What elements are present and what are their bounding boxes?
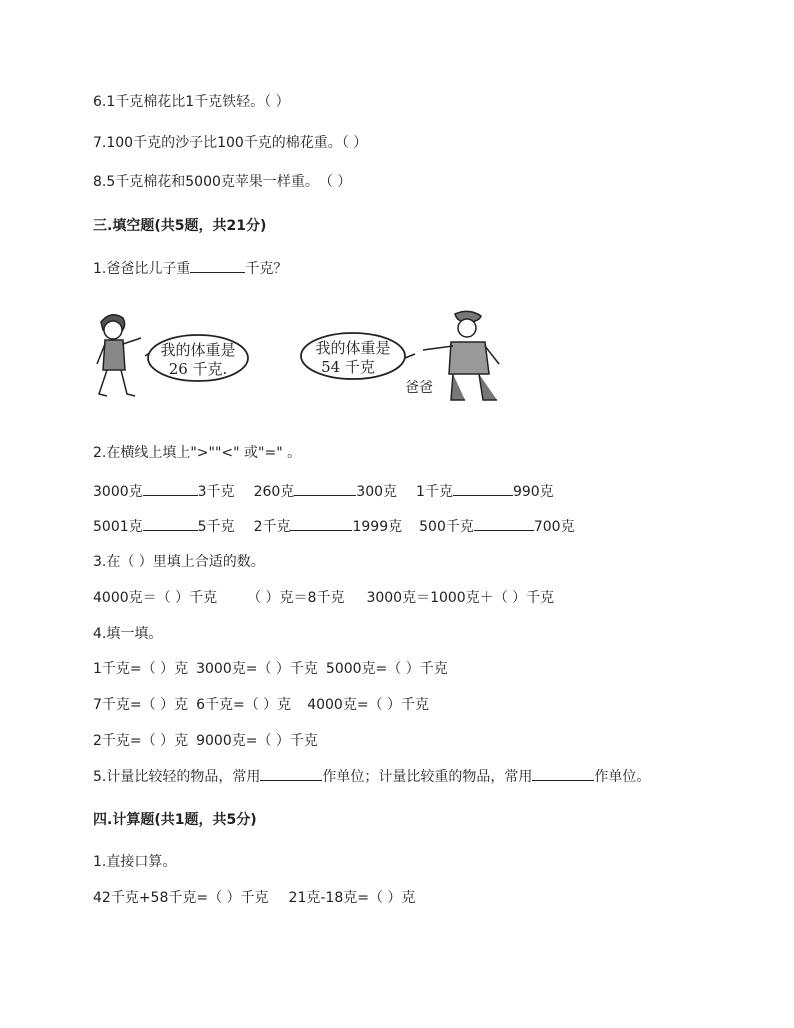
answer-blank[interactable] [474,516,534,531]
q5-part-2: 作单位；计量比较重的物品，常用 [322,769,533,785]
q4-line3-item-2: 9000克=（ ）千克 [196,733,318,749]
row1-item-3-left: 1千克 [416,484,453,500]
q4-line1-item-3: 5000克=（ ）千克 [325,661,448,677]
calc-item-1: 42千克+58千克=（ ）千克 [93,890,269,906]
row1-item-1-right: 3千克 [197,484,235,500]
row1-item-3-right: 990克 [512,484,554,500]
row2-item-2-left: 2千克 [253,519,291,535]
answer-blank[interactable] [294,481,356,496]
q3-item-1: 4000克＝（ ）千克 [93,590,218,606]
boy-figure [97,315,141,396]
row1-item-2-right: 300克 [356,484,398,500]
answer-blank[interactable] [143,481,198,496]
weight-illustration [93,308,513,408]
question-6: 6.1千克棉花比1千克铁轻。（ ） [93,94,290,110]
row2-item-3-right: 700克 [533,519,575,535]
boy-bubble-line1: 我的体重是 [160,341,236,359]
q3-item-3: 3000克＝1000克＋（ ）千克 [366,590,555,606]
row2-item-1-left: 5001克 [93,519,143,535]
question-8: 8.5千克棉花和5000克苹果一样重。 （ ） [93,174,352,190]
q3-item-2: （ ）克＝8千克 [247,590,345,606]
q4-line2-item-3: 4000克=（ ）千克 [307,697,429,713]
fill-q3-title: 3.在（ ）里填上合适的数。 [93,554,265,570]
calc-q1-title: 1.直接口算。 [93,854,177,870]
answer-blank[interactable] [532,766,594,781]
fill-q4-line3 [93,731,318,751]
calc-item-2: 21克-18克=（ ）克 [288,890,416,906]
calc-q1-line [93,888,415,908]
q4-line3-item-1: 2千克=（ ）克 [93,733,189,749]
row2-item-2-right: 1999克 [352,519,403,535]
answer-blank[interactable] [190,258,245,273]
row1-item-1-left: 3000克 [93,484,143,500]
q4-line1-item-2: 3000克=（ ）千克 [196,661,318,677]
q4-line2-item-2: 6千克=（ ）克 [196,697,292,713]
q4-line2-item-1: 7千克=（ ）克 [93,697,189,713]
dad-speech-bubble [301,333,415,379]
answer-blank[interactable] [143,516,198,531]
fill-q2-row2 [93,516,575,537]
boy-bubble-line2: 26 千克. [168,360,228,378]
answer-blank[interactable] [290,516,352,531]
fill-q1-suffix: 千克？ [245,261,288,277]
section-3-title: 三.填空题(共5题，共21分) [93,218,267,234]
section-4-title: 四.计算题(共1题，共5分) [93,812,257,828]
row2-item-3-left: 500千克 [419,519,474,535]
q5-part-1: 5.计量比较轻的物品，常用 [93,769,261,785]
q4-line1-item-1: 1千克=（ ）克 [93,661,189,677]
fill-q1 [93,258,287,279]
fill-q4-line2 [93,695,429,715]
fill-q3-line [93,588,554,608]
answer-blank[interactable] [260,766,322,781]
fill-q4-line1 [93,659,448,679]
dad-label: 爸爸 [405,380,433,396]
dad-bubble-line2: 54 千克 [321,358,375,376]
answer-blank[interactable] [453,481,513,496]
father-figure [423,311,499,400]
dad-bubble-line1: 我的体重是 [315,339,391,357]
fill-q2-title: 2.在横线上填上">""<" 或"=" 。 [93,445,302,461]
fill-q4-title: 4.填一填。 [93,626,163,642]
fill-q2-row1 [93,481,554,502]
question-7: 7.100千克的沙子比100千克的棉花重。（ ） [93,135,368,151]
row1-item-2-left: 260克 [253,484,295,500]
q5-part-3: 作单位。 [594,769,651,785]
fill-q1-prefix: 1.爸爸比儿子重 [93,261,191,277]
boy-speech-bubble [145,335,248,381]
fill-q5 [93,766,650,787]
row2-item-1-right: 5千克 [197,519,235,535]
